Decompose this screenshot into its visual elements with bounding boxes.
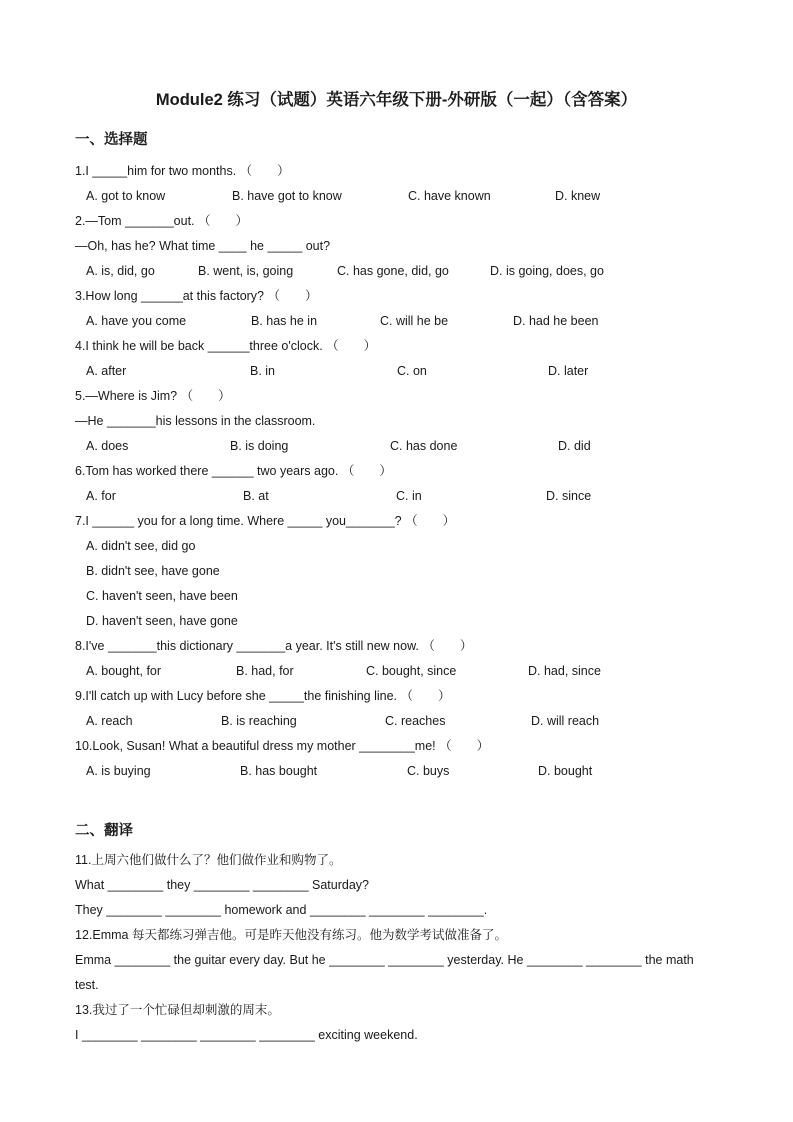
answer-option: D. bought	[538, 764, 593, 778]
answer-option: D. since	[546, 489, 592, 503]
answer-option: D. did	[558, 439, 591, 453]
answer-option: D. haven't seen, have gone	[86, 614, 238, 628]
translation-line: test.	[75, 978, 99, 992]
answer-option: A. does	[86, 439, 129, 453]
answer-option: C. buys	[407, 764, 450, 778]
answer-option: B. have got to know	[232, 189, 342, 203]
question-text: 7.I ______ you for a long time. Where _____ you_______? （ ）	[75, 514, 456, 528]
answer-option: C. has done	[390, 439, 458, 453]
answer-option: D. had, since	[528, 664, 601, 678]
answer-option: A. is, did, go	[86, 264, 155, 278]
answer-option: A. for	[86, 489, 116, 503]
section-heading-translation: 二、翻译	[75, 823, 133, 839]
question-text: 4.I think he will be back ______three o'clock. （ ）	[75, 339, 377, 353]
document-title: Module2 练习（试题）英语六年级下册-外研版（一起）（含答案）	[155, 91, 638, 109]
answer-option: D. had he been	[513, 314, 599, 328]
question-text: 6.Tom has worked there ______ two years ago. （ ）	[75, 464, 392, 478]
answer-option: C. haven't seen, have been	[86, 589, 238, 603]
answer-option: B. went, is, going	[198, 264, 294, 278]
question-text: 2.—Tom _______out. （ ）	[75, 214, 248, 228]
question-text: 5.—Where is Jim? （ ）	[75, 389, 231, 403]
answer-option: B. has bought	[240, 764, 318, 778]
answer-option: C. will he be	[380, 314, 449, 328]
answer-option: C. in	[396, 489, 422, 503]
translation-line: 12.Emma 每天都练习弹吉他。可是昨天他没有练习。他为数学考试做准备了。	[75, 928, 507, 942]
answer-option: D. later	[548, 364, 589, 378]
answer-option: B. is doing	[230, 439, 289, 453]
answer-option: C. bought, since	[366, 664, 457, 678]
answer-option: D. is going, does, go	[490, 264, 604, 278]
translation-line: I ________ ________ ________ ________ exciting weekend.	[75, 1028, 418, 1042]
answer-option: A. have you come	[86, 314, 187, 328]
question-text: 8.I've _______this dictionary _______a year. It's still new now. （ ）	[75, 639, 473, 653]
question-text: —Oh, has he? What time ____ he _____ out?	[75, 239, 331, 253]
answer-option: C. has gone, did, go	[337, 264, 449, 278]
answer-option: A. after	[86, 364, 127, 378]
question-text: 9.I'll catch up with Lucy before she _____the finishing line. （ ）	[75, 689, 451, 703]
translation-line: They ________ ________ homework and ________ ________ ________.	[75, 903, 488, 917]
answer-option: A. is buying	[86, 764, 151, 778]
translation-line: What ________ they ________ ________ Saturday?	[75, 878, 369, 892]
answer-option: A. bought, for	[86, 664, 162, 678]
answer-option: B. has he in	[251, 314, 318, 328]
answer-option: B. didn't see, have gone	[86, 564, 220, 578]
answer-option: A. got to know	[86, 189, 166, 203]
answer-option: A. reach	[86, 714, 133, 728]
answer-option: D. knew	[555, 189, 601, 203]
answer-option: C. have known	[408, 189, 491, 203]
question-text: 10.Look, Susan! What a beautiful dress my mother ________me! （ ）	[75, 739, 490, 753]
answer-option: C. on	[397, 364, 427, 378]
translation-line: 13.我过了一个忙碌但却刺激的周末。	[75, 1003, 280, 1017]
translation-line: 11.上周六他们做什么了？他们做作业和购物了。	[75, 853, 342, 867]
question-text: 3.How long ______at this factory? （ ）	[75, 289, 318, 303]
question-text: 1.I _____him for two months. （ ）	[75, 164, 290, 178]
answer-option: B. at	[243, 489, 269, 503]
section-heading-choice: 一、选择题	[75, 132, 148, 148]
question-text: —He _______his lessons in the classroom.	[75, 414, 316, 428]
answer-option: B. is reaching	[221, 714, 297, 728]
answer-option: A. didn't see, did go	[86, 539, 196, 553]
answer-option: D. will reach	[531, 714, 600, 728]
answer-option: B. had, for	[236, 664, 294, 678]
answer-option: B. in	[250, 364, 276, 378]
translation-line: Emma ________ the guitar every day. But he ________ ________ yesterday. He ________ ________ the math	[75, 953, 694, 967]
answer-option: C. reaches	[385, 714, 446, 728]
